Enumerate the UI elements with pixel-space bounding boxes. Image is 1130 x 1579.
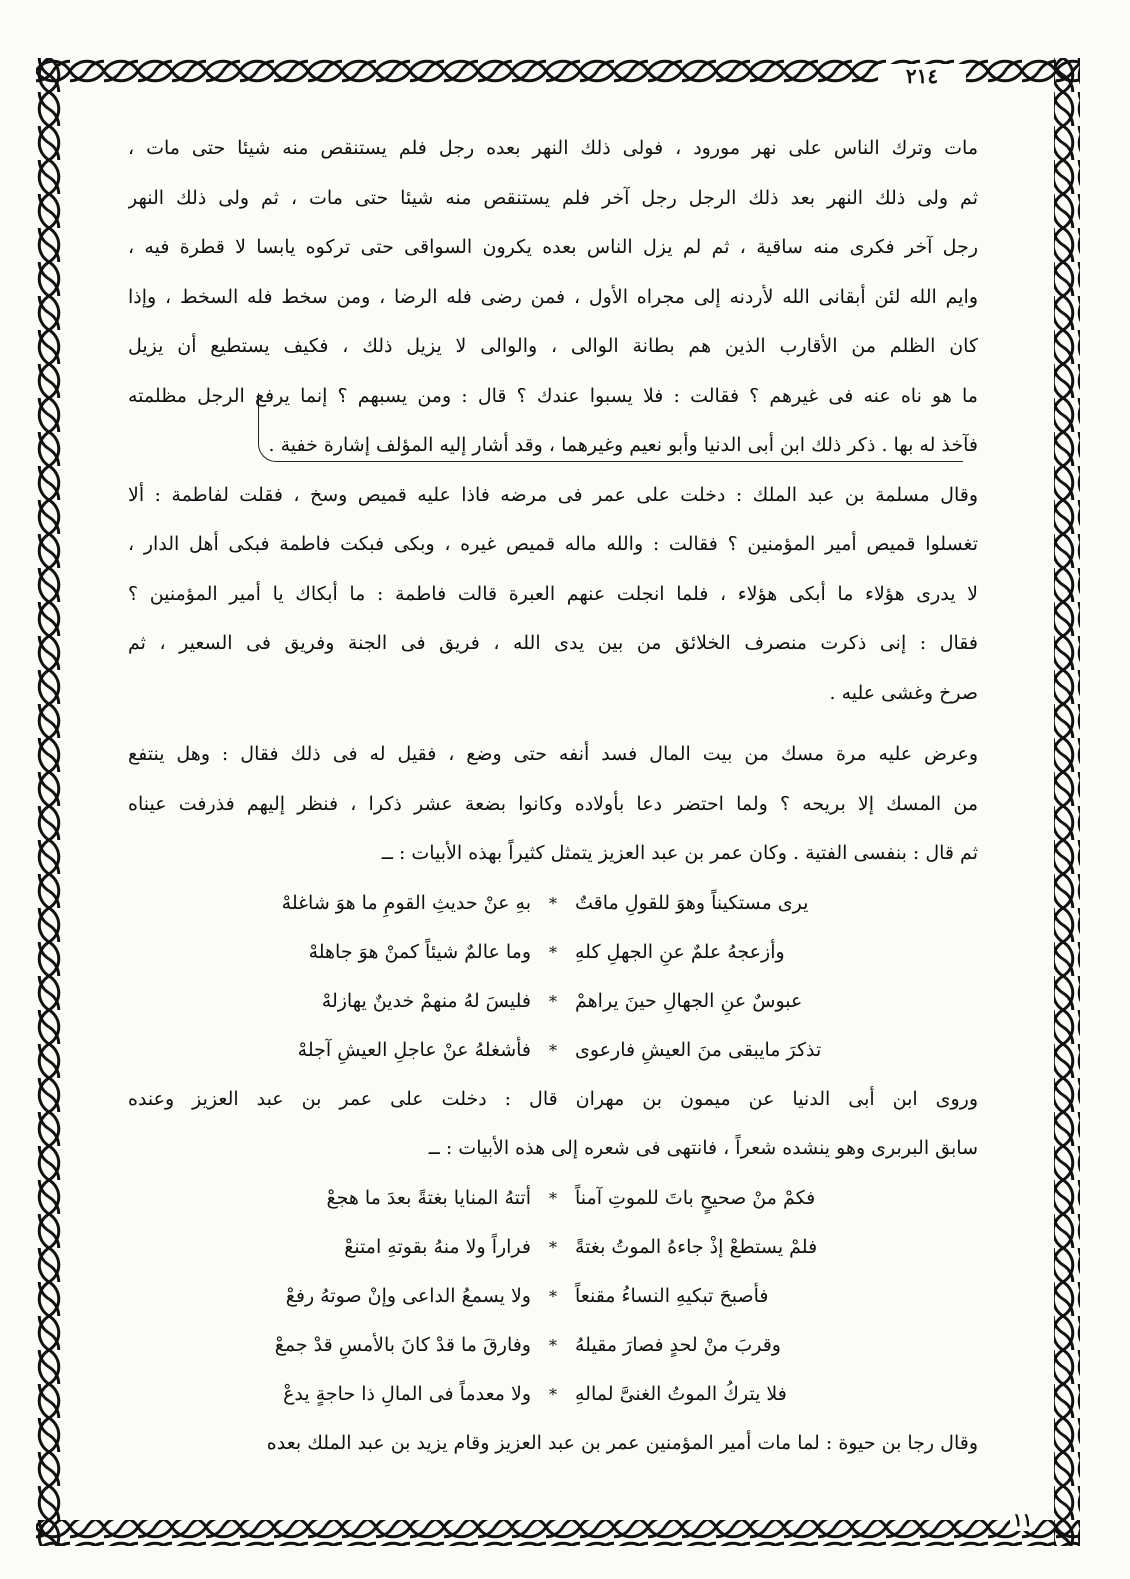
- poem-1: [128, 879, 978, 1075]
- text-line: وقال رجا بن حيوة : لما مات أمير المؤمنين عمر بن عبد العزيز وقام يزيد بن عبد الملك بعده: [266, 1431, 978, 1454]
- verse-separator: *: [549, 1335, 557, 1355]
- paragraph-4: [128, 1075, 978, 1174]
- text-line: مات وترك الناس على نهر مورود ، فولى ذلك النهر بعده رجل فلم يستنقص منه شيئا حتى مات ،: [128, 137, 978, 159]
- poem-2: [128, 1174, 978, 1419]
- verse-first-hemistich: وأزعجهُ علمٌ عنِ الجهلِ كلهِ: [575, 940, 785, 963]
- text-line: تغسلوا قميص أمير المؤمنين ؟ فقالت : والله ماله قميص غيره ، وبكى فبكت فاطمة فبكى أهل الدار ،: [128, 533, 978, 555]
- footer-signature: ١١: [1010, 1510, 1035, 1531]
- paragraph-2: [128, 471, 978, 719]
- text-line: وقال مسلمة بن عبد الملك : دخلت على عمر فى مرضه فاذا عليه قميص وسخ ، فقلت لفاطمة : ألا: [128, 483, 978, 506]
- verse: [128, 928, 978, 977]
- text-line: من المسك إلا بريحه ؟ ولما احتضر دعا بأولاده وكانوا بضعة عشر ذكرا ، فنظر إليهم فذرفت عيناه: [128, 792, 978, 815]
- verse-separator: *: [549, 893, 557, 913]
- verse-first-hemistich: عبوسٌ عنِ الجهالِ حينَ يراهمْ: [575, 989, 803, 1012]
- verse-separator: *: [549, 991, 557, 1011]
- verse: [128, 1321, 978, 1370]
- verse-separator: *: [549, 1188, 557, 1208]
- text-line: صرخ وغشى عليه .: [829, 681, 978, 704]
- paragraph-3: [128, 730, 978, 879]
- verse-second-hemistich: وفارقَ ما قدْ كانَ بالأمسِ قدْ جمعْ: [274, 1333, 531, 1356]
- text-line: كان الظلم من الأقارب الذين هم بطانة الوالى ، والوالى لا يزيل ذلك ، فكيف يستطيع أن يزيل: [128, 335, 978, 357]
- verse-second-hemistich: وما عالمٌ شيئاً كمنْ هوَ جاهلهْ: [308, 940, 531, 963]
- verse-second-hemistich: ولا معدماً فى المالِ ذا حاجةٍ يدعْ: [283, 1382, 531, 1405]
- verse: [128, 1223, 978, 1272]
- text-line: فآخذ له بها . ذكر ذلك ابن أبى الدنيا وأبو نعيم وغيرهما ، وقد أشار إليه المؤلف إشارة خفية .: [268, 434, 978, 456]
- verse-second-hemistich: فليسَ لهُ منهمْ خدينٌ يهازلهْ: [321, 989, 531, 1012]
- text-line: لا يدرى هؤلاء ما أبكى هؤلاء ، فلما انجلت عنهم العبرة قالت فاطمة : ما أبكاك يا أمير المؤمنين ؟: [128, 582, 978, 605]
- verse-separator: *: [549, 1384, 557, 1404]
- verse-first-hemistich: فلمْ يستطعْ إذْ جاءهُ الموتُ بغتةً: [575, 1235, 818, 1258]
- text-line: سابق البربرى وهو ينشده شعراً ، فانتهى فى شعره إلى هذه الأبيات : ــ: [428, 1137, 978, 1159]
- text-line: ما هو ناه عنه فى غيرهم ؟ فقالت : فلا يسبوا عندك ؟ قال : ومن يسبهم ؟ إنما يرفع الرجل مظلمته: [128, 384, 978, 407]
- verse-first-hemistich: يرى مستكيناً وهوَ للقولِ ماقتٌ: [575, 891, 809, 914]
- verse-second-hemistich: ولا يسمعُ الداعى وإنْ صوتهُ رفعْ: [285, 1284, 531, 1307]
- verse: [128, 1272, 978, 1321]
- verse-first-hemistich: وقربَ منْ لحدٍ فصارَ مقيلهُ: [575, 1333, 781, 1356]
- page-body: [128, 124, 978, 1468]
- verse: [128, 977, 978, 1026]
- text-line: وعرض عليه مرة مسك من بيت المال فسد أنفه حتى وضع ، فقيل له فى ذلك فقال : وهل ينتفع: [128, 743, 978, 765]
- verse-first-hemistich: تذكرَ مايبقى منَ العيشِ فارعوى: [575, 1038, 822, 1061]
- verse-first-hemistich: فأصبحَ تبكيهِ النساءُ مقنعاً: [575, 1284, 769, 1307]
- verse-separator: *: [549, 1286, 557, 1306]
- paragraph-1: [128, 124, 978, 471]
- verse-first-hemistich: فكمْ منْ صحيحٍ باتَ للموتِ آمناً: [575, 1186, 816, 1209]
- verse: [128, 879, 978, 928]
- verse: [128, 1370, 978, 1419]
- verse-separator: *: [549, 1040, 557, 1060]
- verse: [128, 1174, 978, 1223]
- text-line: رجل آخر فكرى منه ساقية ، ثم لم يزل الناس بعده يكرون السواقى حتى تركوه يابسا لا قطرة فيه ،: [128, 236, 978, 258]
- text-line: وروى ابن أبى الدنيا عن ميمون بن مهران قال : دخلت على عمر بن عبد العزيز وعنده: [128, 1087, 978, 1110]
- verse-second-hemistich: بهِ عنْ حديثِ القومِ ما هوَ شاغلهْ: [281, 891, 531, 914]
- verse: [128, 1026, 978, 1075]
- verse-second-hemistich: فراراً ولا منهُ بقوتهِ امتنعْ: [344, 1235, 531, 1258]
- text-line: وايم الله لئن أبقانى الله لأردنه إلى مجراه الأول ، فمن رضى فله الرضا ، ومن سخط فله السخط ، وإذا: [128, 285, 978, 308]
- page-number: ٢١٤: [878, 64, 966, 88]
- verse-second-hemistich: فأشغلهُ عنْ عاجلِ العيشِ آجلهْ: [297, 1038, 531, 1061]
- text-line: ثم ولى ذلك النهر بعد ذلك الرجل رجل آخر فلم يستنقص منه شيئا حتى مات ، ثم ولى ذلك النهر: [128, 186, 978, 209]
- text-line: فقال : إنى ذكرت منصرف الخلائق من بين يدى الله ، فريق فى الجنة وفريق فى السعير ، ثم: [128, 632, 978, 654]
- verse-second-hemistich: أتتهُ المنايا بغتةً بعدَ ما هجعْ: [326, 1186, 531, 1209]
- paragraph-5: [128, 1419, 978, 1469]
- verse-separator: *: [549, 942, 557, 962]
- verse-separator: *: [549, 1237, 557, 1257]
- verse-first-hemistich: فلا يتركُ الموتُ الغنىَّ لمالهِ: [575, 1382, 787, 1405]
- text-line: ثم قال : بنفسى الفتية . وكان عمر بن عبد العزيز يتمثل كثيراً بهذه الأبيات : ــ: [381, 842, 978, 864]
